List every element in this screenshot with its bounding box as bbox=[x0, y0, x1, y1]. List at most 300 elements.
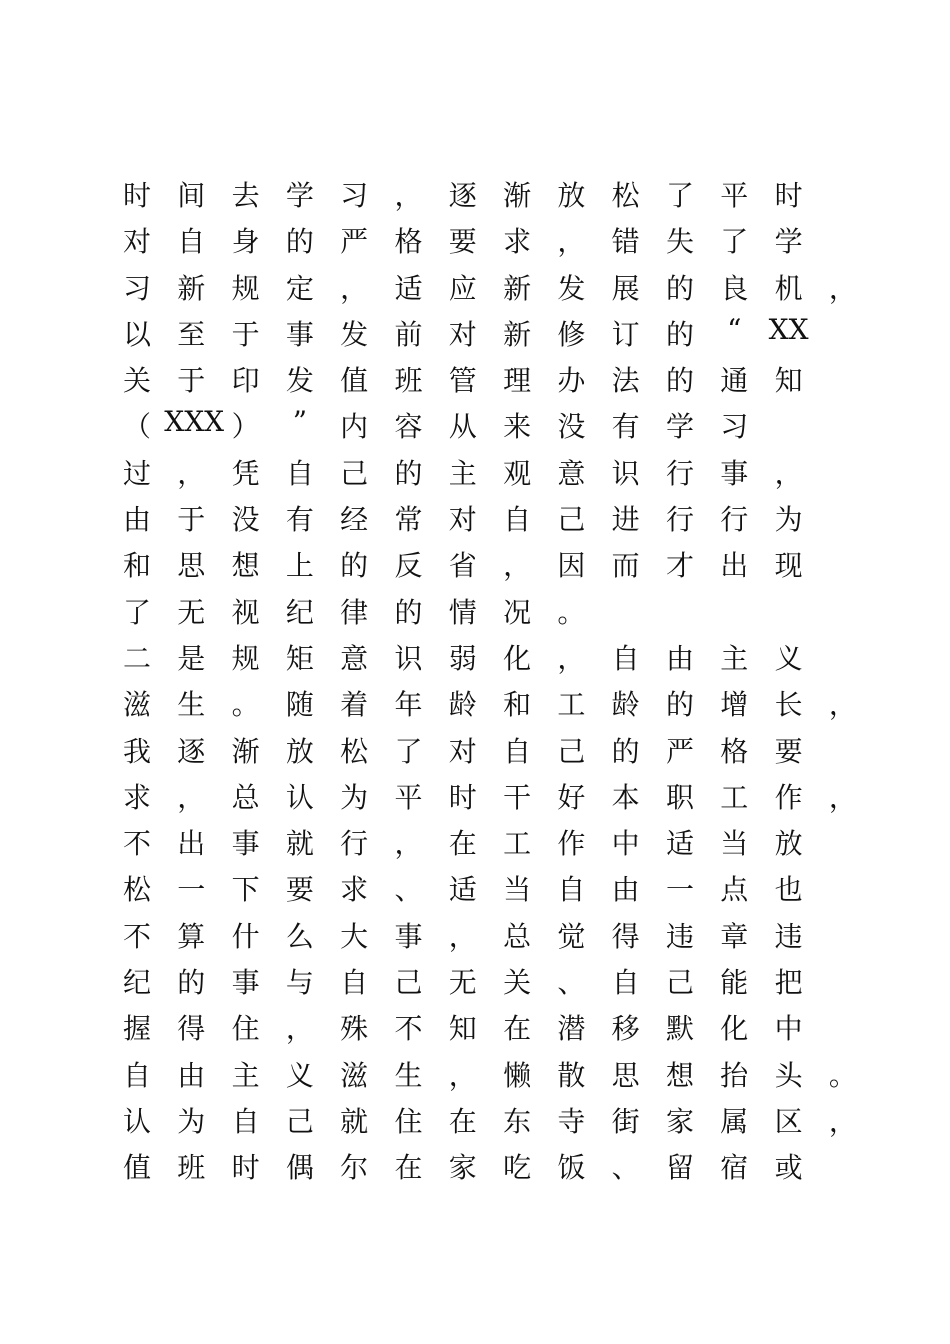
text-glyph: ， bbox=[828, 271, 857, 305]
text-glyph: 的 bbox=[665, 688, 694, 722]
text-glyph: 默 bbox=[665, 1012, 694, 1046]
text-glyph: 印 bbox=[231, 364, 260, 398]
text-glyph: 由 bbox=[665, 641, 694, 675]
text-glyph: 总 bbox=[231, 780, 260, 814]
text-glyph: ， bbox=[503, 549, 532, 583]
text-glyph: 龄 bbox=[448, 688, 477, 722]
text-glyph: 一 bbox=[177, 873, 206, 907]
text-glyph: 平 bbox=[394, 780, 423, 814]
text-glyph: 放 bbox=[557, 179, 586, 212]
text-glyph: 自 bbox=[177, 225, 206, 259]
text-glyph: 现 bbox=[774, 549, 803, 583]
text-glyph: 一 bbox=[665, 873, 694, 907]
text-glyph: 严 bbox=[665, 734, 694, 768]
text-glyph: 家 bbox=[448, 1151, 477, 1185]
text-line bbox=[110, 724, 870, 770]
text-glyph: 把 bbox=[774, 966, 803, 1000]
text-glyph: 纪 bbox=[122, 966, 151, 1000]
text-glyph: 区 bbox=[774, 1104, 803, 1138]
text-glyph: 事 bbox=[285, 317, 314, 351]
text-line bbox=[110, 492, 870, 538]
text-glyph: 自 bbox=[503, 503, 532, 537]
text-glyph: 想 bbox=[231, 549, 260, 583]
text-glyph: 渐 bbox=[503, 179, 532, 212]
text-glyph: 工 bbox=[503, 827, 532, 861]
text-glyph: 发 bbox=[285, 364, 314, 398]
text-line bbox=[110, 770, 870, 816]
text-glyph: 容 bbox=[394, 410, 423, 444]
text-glyph: 机 bbox=[774, 271, 803, 305]
text-glyph: 反 bbox=[394, 549, 423, 583]
text-glyph: 就 bbox=[340, 1104, 369, 1138]
text-glyph: 与 bbox=[285, 966, 314, 1000]
text-glyph: 职 bbox=[665, 780, 694, 814]
text-glyph: 没 bbox=[231, 503, 260, 537]
text-glyph: 尔 bbox=[340, 1151, 369, 1185]
text-glyph: 属 bbox=[720, 1104, 749, 1138]
text-glyph: 也 bbox=[774, 873, 803, 907]
text-glyph: 生 bbox=[394, 1058, 423, 1092]
text-glyph: 在 bbox=[394, 1151, 423, 1185]
text-glyph: 握 bbox=[122, 1012, 151, 1046]
text-glyph: 的 bbox=[394, 456, 423, 490]
text-glyph: 情 bbox=[448, 595, 477, 629]
text-glyph: 出 bbox=[720, 549, 749, 583]
text-glyph: 平 bbox=[720, 179, 749, 212]
text-glyph: 法 bbox=[611, 364, 640, 398]
text-glyph: 事 bbox=[231, 966, 260, 1000]
text-glyph: 点 bbox=[720, 873, 749, 907]
text-glyph: 是 bbox=[177, 641, 206, 675]
text-glyph: 二 bbox=[122, 641, 151, 675]
text-glyph: 对 bbox=[122, 225, 151, 259]
text-glyph: 了 bbox=[720, 225, 749, 259]
text-glyph: 违 bbox=[774, 919, 803, 953]
text-glyph: 的 bbox=[394, 595, 423, 629]
text-glyph: 放 bbox=[285, 734, 314, 768]
text-glyph: 的 bbox=[285, 225, 314, 259]
text-glyph: 规 bbox=[231, 271, 260, 305]
text-glyph: 思 bbox=[611, 1058, 640, 1092]
text-glyph: 工 bbox=[557, 688, 586, 722]
text-glyph: 义 bbox=[285, 1058, 314, 1092]
text-glyph: 己 bbox=[557, 734, 586, 768]
text-line bbox=[110, 677, 870, 723]
text-glyph: 自 bbox=[122, 1058, 151, 1092]
text-glyph: 事 bbox=[394, 919, 423, 953]
text-glyph: 识 bbox=[611, 456, 640, 490]
text-glyph: “ bbox=[727, 312, 742, 346]
text-glyph: ， bbox=[557, 641, 586, 675]
text-glyph: 。 bbox=[828, 1058, 857, 1092]
text-glyph: 习 bbox=[720, 410, 749, 444]
text-glyph: 随 bbox=[285, 688, 314, 722]
text-glyph: 为 bbox=[177, 1104, 206, 1138]
text-glyph: 至 bbox=[177, 317, 206, 351]
text-glyph: 通 bbox=[720, 364, 749, 398]
text-glyph: 无 bbox=[448, 966, 477, 1000]
text-glyph: 我 bbox=[122, 734, 151, 768]
text-glyph: 有 bbox=[611, 410, 640, 444]
text-glyph: 识 bbox=[394, 641, 423, 675]
text-glyph: 下 bbox=[231, 873, 260, 907]
text-glyph: 能 bbox=[720, 966, 749, 1000]
text-glyph: 良 bbox=[720, 271, 749, 305]
text-glyph: 由 bbox=[122, 503, 151, 537]
text-glyph: 干 bbox=[503, 780, 532, 814]
text-line bbox=[110, 214, 870, 260]
text-glyph: 习 bbox=[122, 271, 151, 305]
text-glyph: 经 bbox=[340, 503, 369, 537]
text-glyph: ， bbox=[557, 225, 586, 259]
text-glyph: 想 bbox=[665, 1058, 694, 1092]
text-line bbox=[110, 1140, 870, 1186]
text-glyph: 况 bbox=[503, 595, 532, 629]
text-glyph: 住 bbox=[231, 1012, 260, 1046]
text-glyph: 去 bbox=[231, 179, 260, 212]
text-glyph: ） bbox=[231, 410, 260, 444]
text-glyph: 于 bbox=[231, 317, 260, 351]
text-glyph: 思 bbox=[177, 549, 206, 583]
text-glyph: 由 bbox=[177, 1058, 206, 1092]
text-glyph: 了 bbox=[394, 734, 423, 768]
text-glyph: 值 bbox=[122, 1151, 151, 1185]
text-glyph: 己 bbox=[665, 966, 694, 1000]
text-glyph: 关 bbox=[503, 966, 532, 1000]
text-glyph: 观 bbox=[503, 456, 532, 490]
text-glyph: 了 bbox=[665, 179, 694, 212]
text-glyph: 主 bbox=[720, 641, 749, 675]
text-glyph: 修 bbox=[557, 317, 586, 351]
text-glyph: 行 bbox=[340, 827, 369, 861]
text-glyph: 对 bbox=[448, 734, 477, 768]
text-glyph: 因 bbox=[557, 549, 586, 583]
text-glyph: 有 bbox=[285, 503, 314, 537]
text-glyph: 适 bbox=[448, 873, 477, 907]
text-glyph: 失 bbox=[665, 225, 694, 259]
text-glyph: 主 bbox=[448, 456, 477, 490]
text-glyph: 殊 bbox=[340, 1012, 369, 1046]
text-glyph: 时 bbox=[448, 780, 477, 814]
text-line bbox=[110, 585, 870, 631]
text-glyph: 潜 bbox=[557, 1012, 586, 1046]
text-glyph: 抬 bbox=[720, 1058, 749, 1092]
text-glyph: 或 bbox=[774, 1151, 803, 1185]
text-glyph: 习 bbox=[340, 179, 369, 212]
text-glyph: ， bbox=[177, 780, 206, 814]
text-glyph: 家 bbox=[665, 1104, 694, 1138]
text-glyph: 逐 bbox=[177, 734, 206, 768]
text-glyph: 时 bbox=[122, 179, 151, 212]
text-glyph: 在 bbox=[448, 1104, 477, 1138]
text-glyph: 住 bbox=[394, 1104, 423, 1138]
text-glyph: 。 bbox=[231, 688, 260, 722]
text-glyph: ， bbox=[394, 827, 423, 861]
text-glyph: 工 bbox=[720, 780, 749, 814]
text-glyph: 大 bbox=[340, 919, 369, 953]
text-glyph: 对 bbox=[448, 503, 477, 537]
text-glyph: 得 bbox=[611, 919, 640, 953]
text-glyph: 自 bbox=[285, 456, 314, 490]
text-glyph: 己 bbox=[394, 966, 423, 1000]
text-glyph: 常 bbox=[394, 503, 423, 537]
text-line bbox=[110, 1048, 870, 1094]
text-glyph: 不 bbox=[394, 1012, 423, 1046]
text-glyph: 意 bbox=[340, 641, 369, 675]
text-glyph: 认 bbox=[285, 780, 314, 814]
text-glyph: 不 bbox=[122, 919, 151, 953]
text-glyph: 意 bbox=[557, 456, 586, 490]
text-glyph: 关 bbox=[122, 364, 151, 398]
text-glyph: 头 bbox=[774, 1058, 803, 1092]
text-glyph: 出 bbox=[177, 827, 206, 861]
text-glyph: 适 bbox=[394, 271, 423, 305]
text-glyph: 自 bbox=[231, 1104, 260, 1138]
text-glyph: 算 bbox=[177, 919, 206, 953]
text-glyph: 己 bbox=[340, 456, 369, 490]
text-glyph: 自 bbox=[340, 966, 369, 1000]
text-glyph: 行 bbox=[665, 503, 694, 537]
text-glyph: 的 bbox=[665, 271, 694, 305]
text-glyph: 逐 bbox=[448, 179, 477, 212]
text-glyph: 主 bbox=[231, 1058, 260, 1092]
text-line bbox=[110, 446, 870, 492]
text-glyph: ， bbox=[448, 919, 477, 953]
text-glyph: 的 bbox=[665, 364, 694, 398]
text-glyph: 松 bbox=[340, 734, 369, 768]
text-glyph: 知 bbox=[448, 1012, 477, 1046]
text-glyph: 进 bbox=[611, 503, 640, 537]
text-glyph: 应 bbox=[448, 271, 477, 305]
text-glyph: 来 bbox=[503, 410, 532, 444]
text-glyph: 滋 bbox=[340, 1058, 369, 1092]
text-glyph: 作 bbox=[774, 780, 803, 814]
text-glyph: 了 bbox=[122, 595, 151, 629]
text-glyph: 年 bbox=[394, 688, 423, 722]
text-glyph: 移 bbox=[611, 1012, 640, 1046]
text-glyph: ， bbox=[285, 1012, 314, 1046]
text-glyph: 宿 bbox=[720, 1151, 749, 1185]
text-glyph: 懒 bbox=[503, 1058, 532, 1092]
text-glyph: 滋 bbox=[122, 688, 151, 722]
text-glyph: 的 bbox=[177, 966, 206, 1000]
text-line bbox=[110, 261, 870, 307]
text-glyph: ， bbox=[828, 688, 857, 722]
text-glyph: 适 bbox=[665, 827, 694, 861]
text-glyph: 放 bbox=[774, 827, 803, 861]
text-glyph: 己 bbox=[285, 1104, 314, 1138]
text-glyph: 发 bbox=[557, 271, 586, 305]
text-glyph: 前 bbox=[394, 317, 423, 351]
text-glyph: 事 bbox=[231, 827, 260, 861]
text-glyph: 街 bbox=[611, 1104, 640, 1138]
text-line bbox=[110, 862, 870, 908]
text-glyph: 作 bbox=[557, 827, 586, 861]
text-line bbox=[110, 909, 870, 955]
text-glyph: 纪 bbox=[285, 595, 314, 629]
text-glyph: 中 bbox=[774, 1012, 803, 1046]
text-glyph: 饭 bbox=[557, 1151, 586, 1185]
text-glyph: 总 bbox=[503, 919, 532, 953]
text-glyph: 偶 bbox=[285, 1151, 314, 1185]
text-glyph: XX bbox=[768, 312, 809, 346]
text-line bbox=[110, 399, 870, 445]
text-glyph: 事 bbox=[720, 456, 749, 490]
text-glyph: 、 bbox=[611, 1151, 640, 1185]
text-glyph: 得 bbox=[177, 1012, 206, 1046]
text-glyph: 好 bbox=[557, 780, 586, 814]
text-glyph: 无 bbox=[177, 595, 206, 629]
text-glyph: 。 bbox=[557, 595, 586, 629]
text-glyph: 律 bbox=[340, 595, 369, 629]
text-glyph: 松 bbox=[611, 179, 640, 212]
text-glyph: 不 bbox=[122, 827, 151, 861]
text-glyph: 章 bbox=[720, 919, 749, 953]
text-glyph: 、 bbox=[394, 873, 423, 907]
text-glyph: 新 bbox=[503, 271, 532, 305]
text-glyph: 办 bbox=[557, 364, 586, 398]
text-glyph: 松 bbox=[122, 873, 151, 907]
text-glyph: 自 bbox=[557, 873, 586, 907]
text-glyph: 学 bbox=[665, 410, 694, 444]
text-glyph: 时 bbox=[774, 179, 803, 212]
text-glyph: 散 bbox=[557, 1058, 586, 1092]
text-glyph: 增 bbox=[720, 688, 749, 722]
text-glyph: 于 bbox=[177, 364, 206, 398]
text-glyph: 时 bbox=[231, 1151, 260, 1185]
text-glyph: 没 bbox=[557, 410, 586, 444]
text-line bbox=[110, 1094, 870, 1140]
text-glyph: 订 bbox=[611, 317, 640, 351]
text-glyph: 凭 bbox=[231, 456, 260, 490]
text-glyph: 内 bbox=[340, 410, 369, 444]
text-glyph: 要 bbox=[285, 873, 314, 907]
text-glyph: 对 bbox=[448, 317, 477, 351]
text-glyph: 班 bbox=[177, 1151, 206, 1185]
text-glyph: 学 bbox=[774, 225, 803, 259]
text-glyph: 行 bbox=[665, 456, 694, 490]
text-glyph: 班 bbox=[394, 364, 423, 398]
text-glyph: ， bbox=[448, 1058, 477, 1092]
text-line bbox=[110, 353, 870, 399]
text-glyph: 的 bbox=[340, 549, 369, 583]
text-line bbox=[110, 955, 870, 1001]
text-glyph: XXX bbox=[164, 405, 225, 439]
text-glyph: 、 bbox=[557, 966, 586, 1000]
text-glyph: 违 bbox=[665, 919, 694, 953]
text-glyph: 而 bbox=[611, 549, 640, 583]
text-glyph: 过 bbox=[122, 456, 151, 490]
text-glyph: 间 bbox=[177, 179, 206, 212]
text-glyph: 管 bbox=[448, 364, 477, 398]
text-glyph: 要 bbox=[774, 734, 803, 768]
text-glyph: 和 bbox=[122, 549, 151, 583]
text-glyph: 自 bbox=[503, 734, 532, 768]
text-glyph: ， bbox=[394, 179, 423, 212]
text-glyph: 为 bbox=[774, 503, 803, 537]
text-glyph: 规 bbox=[231, 641, 260, 675]
text-glyph: 和 bbox=[503, 688, 532, 722]
body-text bbox=[110, 168, 870, 1187]
text-line bbox=[110, 168, 870, 214]
text-glyph: 为 bbox=[340, 780, 369, 814]
text-glyph: ， bbox=[177, 456, 206, 490]
text-glyph: 求 bbox=[340, 873, 369, 907]
text-glyph: 以 bbox=[122, 317, 151, 351]
text-glyph: 弱 bbox=[448, 641, 477, 675]
text-glyph: 要 bbox=[448, 225, 477, 259]
text-glyph: 生 bbox=[177, 688, 206, 722]
text-glyph: 自 bbox=[611, 966, 640, 1000]
text-glyph: 在 bbox=[448, 827, 477, 861]
text-glyph: 渐 bbox=[231, 734, 260, 768]
text-glyph: 身 bbox=[231, 225, 260, 259]
text-glyph: 求 bbox=[122, 780, 151, 814]
text-glyph: 的 bbox=[611, 734, 640, 768]
text-glyph: 于 bbox=[177, 503, 206, 537]
text-glyph: 学 bbox=[285, 179, 314, 212]
text-glyph: 当 bbox=[503, 873, 532, 907]
text-glyph: ， bbox=[774, 456, 803, 490]
text-glyph: 寺 bbox=[557, 1104, 586, 1138]
text-glyph: 值 bbox=[340, 364, 369, 398]
text-glyph: （ bbox=[122, 410, 151, 444]
text-glyph: 严 bbox=[340, 225, 369, 259]
text-line bbox=[110, 538, 870, 584]
text-glyph: 格 bbox=[394, 225, 423, 259]
text-glyph: 吃 bbox=[503, 1151, 532, 1185]
text-glyph: 本 bbox=[611, 780, 640, 814]
text-glyph: 当 bbox=[720, 827, 749, 861]
text-glyph: 么 bbox=[285, 919, 314, 953]
text-glyph: 才 bbox=[665, 549, 694, 583]
text-glyph: 化 bbox=[720, 1012, 749, 1046]
text-glyph: 在 bbox=[503, 1012, 532, 1046]
text-glyph: 行 bbox=[720, 503, 749, 537]
text-glyph: 化 bbox=[503, 641, 532, 675]
text-glyph: 视 bbox=[231, 595, 260, 629]
text-glyph: 上 bbox=[285, 549, 314, 583]
text-glyph: 义 bbox=[774, 641, 803, 675]
text-glyph: 理 bbox=[503, 364, 532, 398]
text-glyph: 就 bbox=[285, 827, 314, 861]
text-glyph: 矩 bbox=[285, 641, 314, 675]
text-glyph: 什 bbox=[231, 919, 260, 953]
text-glyph: 东 bbox=[503, 1104, 532, 1138]
text-glyph: ， bbox=[828, 780, 857, 814]
text-glyph: 省 bbox=[448, 549, 477, 583]
text-glyph: 知 bbox=[774, 364, 803, 398]
text-glyph: 认 bbox=[122, 1104, 151, 1138]
text-glyph: ” bbox=[292, 405, 308, 439]
text-line bbox=[110, 1001, 870, 1047]
text-glyph: 发 bbox=[340, 317, 369, 351]
text-line bbox=[110, 816, 870, 862]
text-glyph: 中 bbox=[611, 827, 640, 861]
text-glyph: 求 bbox=[503, 225, 532, 259]
text-glyph: 新 bbox=[503, 317, 532, 351]
text-glyph: 龄 bbox=[611, 688, 640, 722]
text-glyph: 展 bbox=[611, 271, 640, 305]
text-glyph: 定 bbox=[285, 271, 314, 305]
text-glyph: 错 bbox=[611, 225, 640, 259]
text-glyph: 自 bbox=[611, 641, 640, 675]
text-glyph: 长 bbox=[774, 688, 803, 722]
text-glyph: 己 bbox=[557, 503, 586, 537]
text-glyph: 由 bbox=[611, 873, 640, 907]
text-glyph: ， bbox=[340, 271, 369, 305]
text-glyph: 觉 bbox=[557, 919, 586, 953]
